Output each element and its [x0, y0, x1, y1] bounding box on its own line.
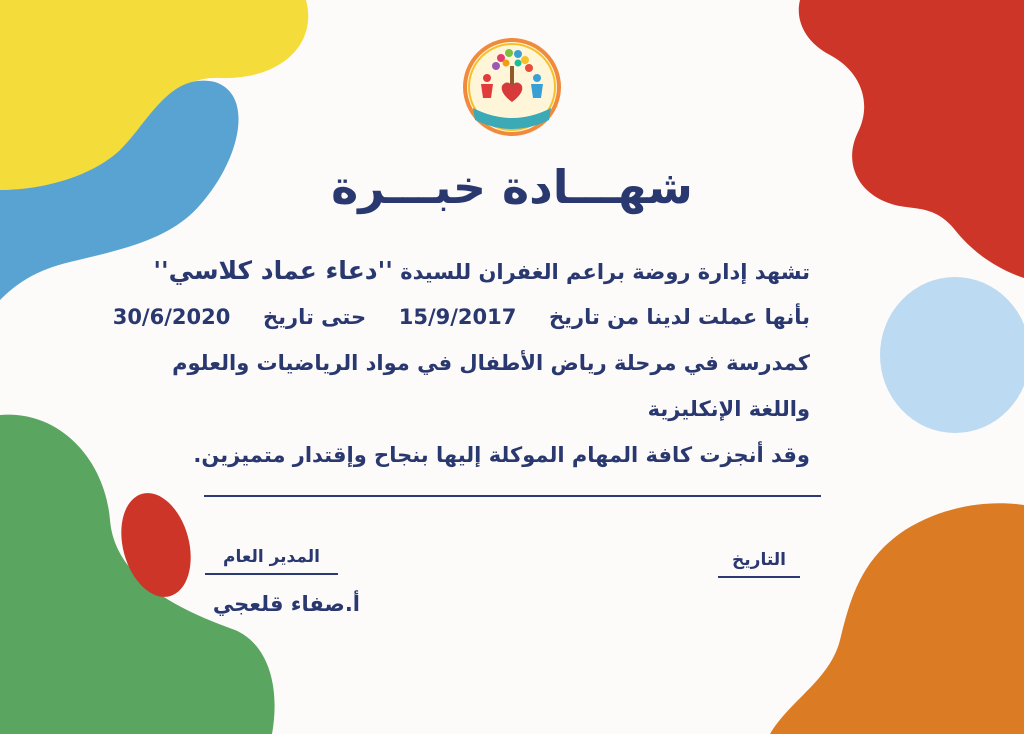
line-3: كمدرسة في مرحلة رياض الأطفال في مواد الرياضيات والعلوم [172, 351, 810, 375]
date-label: التاريخ [732, 550, 786, 570]
director-underline [205, 573, 338, 575]
date-signature-block [718, 550, 800, 578]
director-signature-block [205, 547, 338, 575]
certificate-body [112, 248, 810, 478]
line-2-intro: بأنها عملت لدينا من تاريخ [548, 305, 810, 329]
line-4: واللغة الإنكليزية [647, 397, 810, 421]
red-blob [799, 0, 1024, 278]
end-date: 30/6/2020 [112, 305, 231, 329]
certificate-title: شهـــادة خبـــرة [331, 160, 693, 214]
director-label: المدير العام [223, 547, 320, 567]
line-5: وقد أنجزت كافة المهام الموكلة إليها بنجاح وإقتدار متميزين. [193, 443, 810, 467]
start-date: 15/9/2017 [398, 305, 517, 329]
line-1-prefix: تشهد إدارة روضة براعم الغفران للسيدة [400, 260, 810, 284]
kindergarten-logo [461, 36, 563, 138]
date-underline [718, 576, 800, 578]
line-2-until: حتى تاريخ [262, 305, 367, 329]
orange-blob [770, 503, 1024, 734]
line-1 [153, 248, 810, 294]
recipient-name: ''دعاء عماد كلاسي'' [153, 256, 393, 285]
line-2 [112, 294, 810, 340]
director-name: أ.صفاء قلعجي [212, 592, 360, 616]
logo-emblem-icon [461, 36, 563, 138]
light-blue-circle [880, 277, 1024, 433]
divider-line [204, 495, 821, 497]
